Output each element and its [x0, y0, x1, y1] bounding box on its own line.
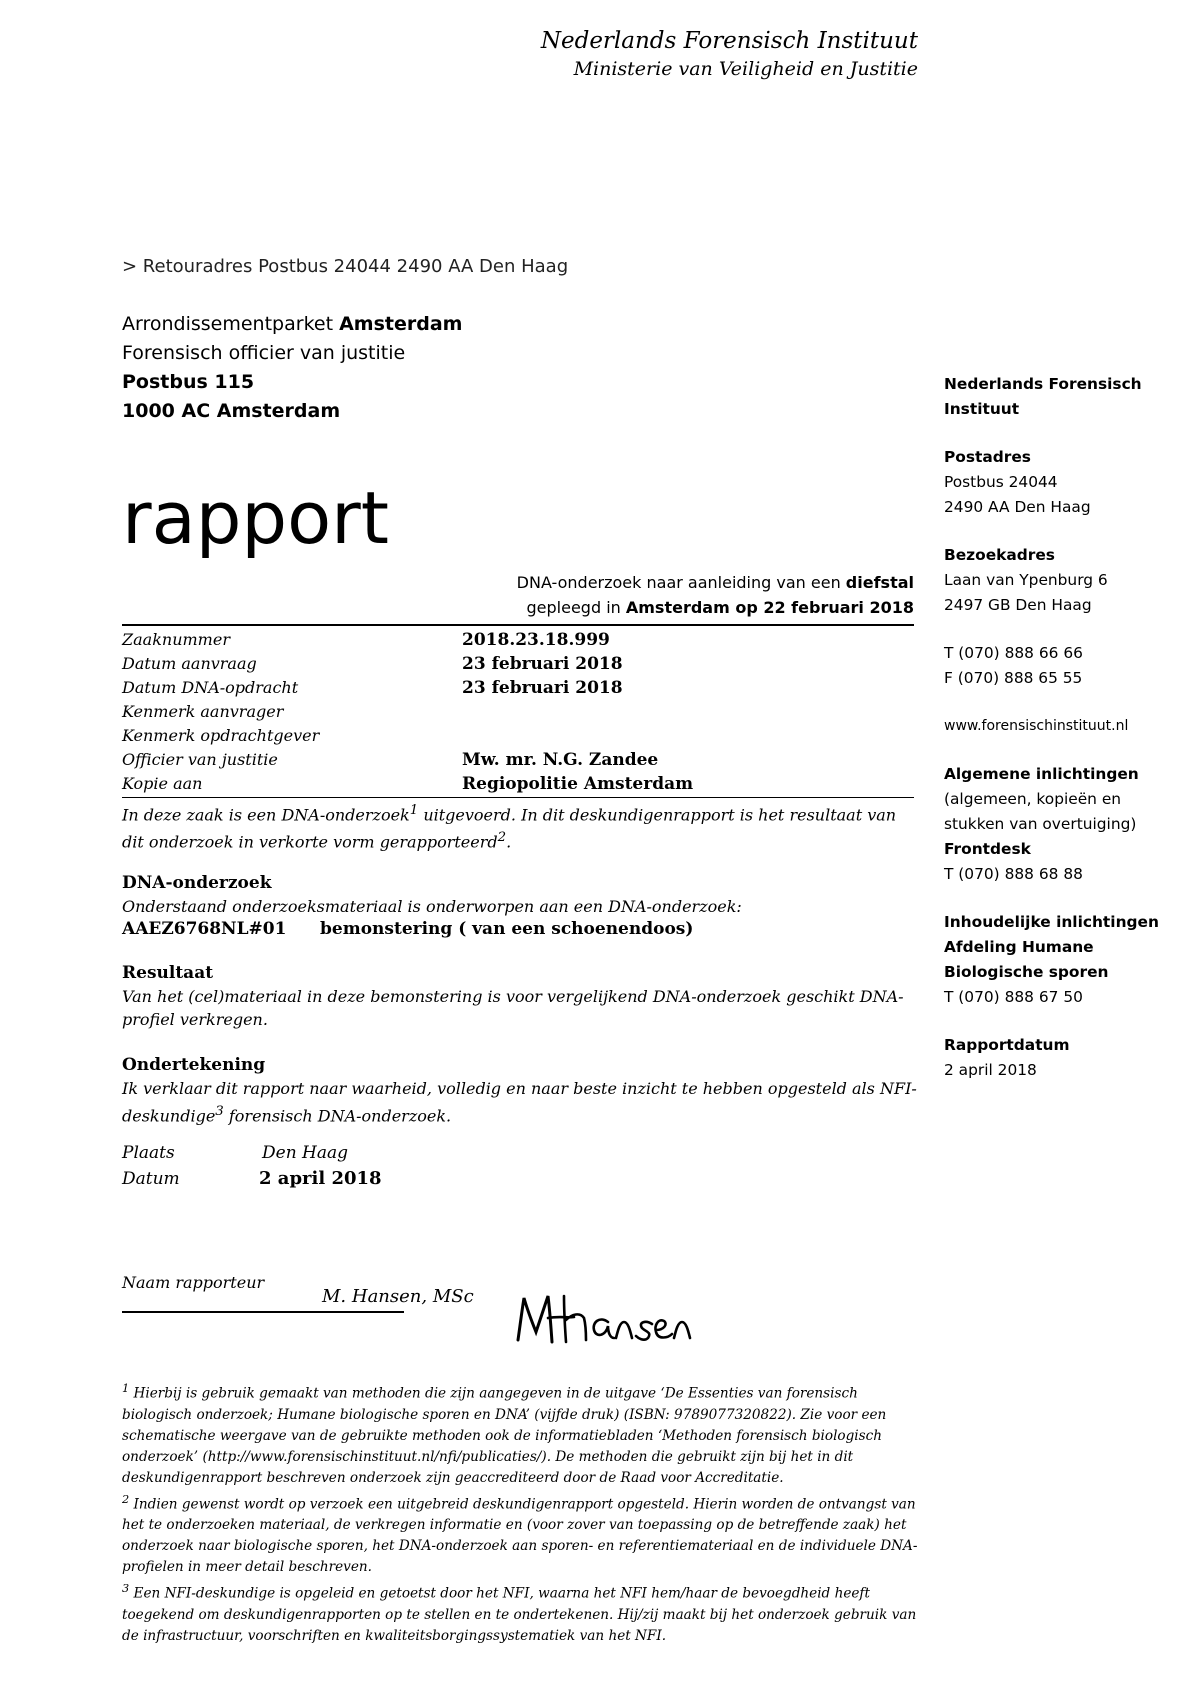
addressee-block — [122, 310, 462, 426]
sidebar-org-line-2: Instituut — [944, 400, 1020, 418]
case-detail-row — [122, 676, 914, 700]
intro-text-2: uitgevoerd. In dit deskundigenrapport is het resultaat van dit onderzoek in verkorte vorm gerapporteerd — [122, 805, 897, 852]
footnote-ref-3: 3 — [215, 1104, 224, 1119]
addressee-line-1 — [122, 310, 462, 339]
content-info-line-3: Biologische sporen — [944, 963, 1109, 981]
case-detail-value: 23 februari 2018 — [462, 678, 623, 698]
addressee-office: Arrondissementparket — [122, 313, 340, 335]
footnote-number: 3 — [122, 1581, 130, 1596]
sample-row — [122, 918, 917, 941]
case-detail-value: Regiopolitie Amsterdam — [462, 774, 694, 794]
addressee-postcode: 1000 AC Amsterdam — [122, 400, 341, 422]
case-detail-label: Kopie aan — [122, 774, 203, 793]
divider-top — [122, 624, 914, 626]
footnote-1 — [122, 1378, 920, 1489]
dna-heading: DNA-onderzoek — [122, 873, 272, 893]
case-detail-value: 2018.23.18.999 — [462, 630, 610, 650]
date-value: 2 april 2018 — [259, 1168, 382, 1189]
footnote-2 — [122, 1489, 920, 1579]
case-detail-value: 23 februari 2018 — [462, 654, 623, 674]
place-date-block — [122, 1140, 917, 1192]
report-date-value: 2 april 2018 — [944, 1061, 1037, 1079]
general-info-line-2: (algemeen, kopieën en — [944, 790, 1122, 808]
postal-line-1: Postbus 24044 — [944, 473, 1058, 491]
subject-text: DNA-onderzoek naar aanleiding van een — [516, 573, 846, 592]
organisation-name: Nederlands Forensisch Instituut — [540, 28, 918, 54]
footnote-text: Een NFI-deskundige is opgeleid en getoetst door het NFI, waarna het NFI hem/haar de bevoegdheid heeft toegekend om deskundigenrapporten op te stellen en te ondertekenen. Hij/zij maakt bij het onderzoek gebruik van de infrastructuur, voorschriften en kwaliteitsborgingssystematiek van het NFI. — [122, 1585, 917, 1644]
phone-number: T (070) 888 66 66 — [944, 644, 1083, 662]
place-row — [122, 1140, 917, 1166]
ministry-name: Ministerie van Veiligheid en Justitie — [573, 58, 918, 80]
intro-text-1: In deze zaak is een DNA-onderzoek — [122, 805, 410, 825]
case-detail-label: Officier van justitie — [122, 750, 278, 769]
result-section — [122, 962, 917, 1031]
case-detail-row — [122, 724, 914, 748]
case-detail-row — [122, 748, 914, 772]
dna-section — [122, 872, 917, 941]
date-label: Datum — [122, 1169, 180, 1189]
intro-text-3: . — [506, 832, 512, 852]
footnote-number: 2 — [122, 1491, 130, 1506]
case-detail-row — [122, 772, 914, 796]
sidebar-postal-address — [944, 445, 1184, 520]
footnote-3 — [122, 1578, 920, 1647]
general-info-label: Algemene inlichtingen — [944, 765, 1139, 783]
visit-line-2: 2497 GB Den Haag — [944, 596, 1092, 614]
signing-text-2: forensisch DNA-onderzoek. — [223, 1106, 452, 1126]
general-info-phone: T (070) 888 68 88 — [944, 865, 1083, 883]
sidebar-content-info — [944, 910, 1184, 1010]
case-detail-value: Mw. mr. N.G. Zandee — [462, 750, 659, 770]
result-heading: Resultaat — [122, 963, 214, 983]
organisation-header — [541, 26, 918, 82]
sidebar-website[interactable]: www.forensischinstituut.nl — [944, 718, 1129, 734]
general-info-frontdesk: Frontdesk — [944, 840, 1031, 858]
sidebar-phone-block — [944, 641, 1184, 691]
signing-heading: Ondertekening — [122, 1055, 266, 1075]
sidebar-contact-info — [944, 372, 1184, 1106]
subject-location-date: Amsterdam op 22 februari 2018 — [625, 598, 914, 617]
sidebar-general-info — [944, 762, 1184, 887]
report-subject — [517, 570, 914, 620]
case-detail-label: Zaaknummer — [122, 630, 230, 649]
addressee-line-2: Forensisch officier van justitie — [122, 342, 406, 364]
addressee-line-4 — [122, 397, 462, 426]
signing-text-1: Ik verklaar dit rapport naar waarheid, volledig en naar beste inzicht te hebben opgesteld als NFI-deskundige — [122, 1079, 917, 1126]
case-detail-label: Kenmerk opdrachtgever — [122, 726, 320, 745]
sample-id: AAEZ6768NL#01 — [122, 919, 287, 939]
signing-section — [122, 1054, 917, 1127]
sidebar-org-line-1: Nederlands Forensisch — [944, 375, 1142, 393]
addressee-city: Amsterdam — [339, 313, 463, 335]
case-detail-row — [122, 700, 914, 724]
footnotes — [122, 1378, 920, 1647]
postal-line-2: 2490 AA Den Haag — [944, 498, 1091, 516]
subject-offence: diefstal — [845, 573, 914, 592]
general-info-line-3: stukken van overtuiging) — [944, 815, 1137, 833]
case-detail-row — [122, 628, 914, 652]
document-title: rapport — [122, 476, 390, 560]
intro-paragraph — [122, 799, 917, 854]
addressee-line-3 — [122, 368, 462, 397]
footnote-ref-2: 2 — [497, 830, 507, 846]
result-text: Van het (cel)materiaal in deze bemonstering is voor vergelijkend DNA-onderzoek geschikt DNA-profiel verkregen. — [122, 987, 904, 1029]
visit-label: Bezoekadres — [944, 546, 1055, 564]
footnote-text: Hierbij is gebruik gemaakt van methoden die zijn aangegeven in de uitgave ‘De Essenties van forensisch biologisch onderzoek; Humane biologische sporen en DNA’ (vijfde druk) (ISBN: 9789077320822). Zie voor een schematische weergave van de gebruikte methoden ook de informatiebladen ‘Methoden forensisch biologisch onderzoek’ (http://www.forensischinstituut.nl/nfi/publicaties/). De methoden die gebruikt zijn bij het in dit deskundigenrapport beschreven onderzoek zijn geaccrediteerd door de Raad voor Accreditatie. — [122, 1385, 887, 1486]
case-details-table — [122, 628, 914, 796]
report-date-label: Rapportdatum — [944, 1036, 1070, 1054]
place-label: Plaats — [122, 1143, 175, 1163]
sidebar-visit-address — [944, 543, 1184, 618]
subject-line-2 — [517, 595, 914, 620]
date-row — [122, 1166, 917, 1192]
handwritten-signature — [510, 1288, 700, 1348]
fax-number: F (070) 888 65 55 — [944, 669, 1083, 687]
content-info-phone: T (070) 888 67 50 — [944, 988, 1083, 1006]
case-detail-row — [122, 652, 914, 676]
reporter-name: M. Hansen, MSc — [322, 1286, 474, 1307]
case-detail-label: Datum aanvraag — [122, 654, 257, 673]
case-detail-label: Datum DNA-opdracht — [122, 678, 299, 697]
footnote-number: 1 — [122, 1381, 130, 1395]
visit-line-1: Laan van Ypenburg 6 — [944, 571, 1108, 589]
postal-label: Postadres — [944, 448, 1031, 466]
divider-bottom — [122, 797, 914, 798]
place-value: Den Haag — [262, 1143, 349, 1163]
footnote-ref-1: 1 — [409, 803, 419, 818]
signing-text — [122, 1077, 917, 1127]
return-address: > Retouradres Postbus 24044 2490 AA Den Haag — [122, 256, 569, 277]
addressee-postbus: Postbus 115 — [122, 371, 255, 393]
sidebar-report-date — [944, 1033, 1184, 1083]
reporter-label: Naam rapporteur — [122, 1273, 265, 1292]
footnote-text: Indien gewenst wordt op verzoek een uitgebreid deskundigenrapport opgesteld. Hierin worden de ontvangst van het te onderzoeken materiaal, de verkregen informatie en (voor zover van toepassing op de betreffende zaak) het onderzoek naar biologische sporen, het DNA-onderzoek aan sporen- en referentiemateriaal en de individuele DNA-profielen in meer detail beschreven. — [122, 1496, 918, 1576]
case-detail-label: Kenmerk aanvrager — [122, 702, 284, 721]
content-info-label: Inhoudelijke inlichtingen — [944, 913, 1159, 931]
dna-text: Onderstaand onderzoeksmateriaal is onderworpen aan een DNA-onderzoek: — [122, 897, 742, 916]
content-info-line-2: Afdeling Humane — [944, 938, 1094, 956]
subject-location-prefix: gepleegd in — [526, 598, 626, 617]
sidebar-organisation — [944, 372, 1184, 422]
subject-line-1 — [517, 570, 914, 595]
reporter-underline — [122, 1311, 404, 1313]
sample-description: bemonstering ( van een schoenendoos) — [320, 919, 694, 939]
